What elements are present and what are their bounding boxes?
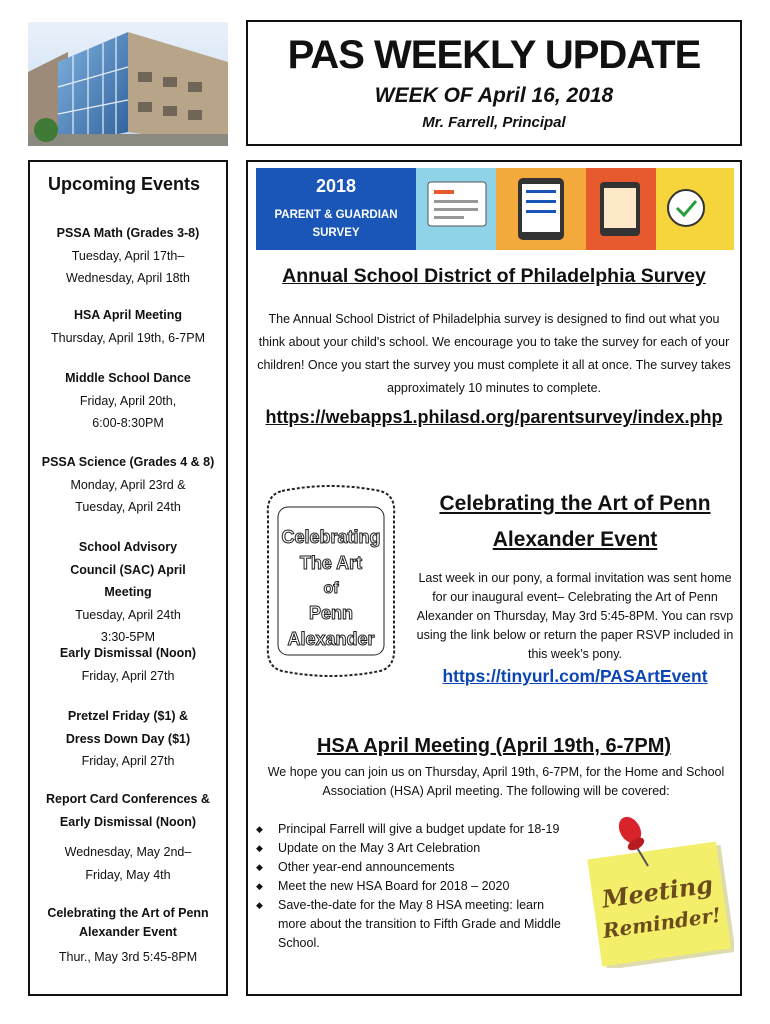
art-event-link[interactable]: https://tinyurl.com/PASArtEvent (442, 666, 708, 686)
survey-banner (256, 168, 734, 250)
badge-line: Penn (308, 603, 354, 623)
event-date: Thur., May 3rd 5:45-8PM (58, 950, 198, 964)
event-item (30, 642, 226, 687)
event-item (30, 304, 226, 349)
hsa-agenda (256, 820, 566, 953)
art-heading (410, 486, 740, 558)
event-date: Wednesday, April 18th (66, 271, 190, 285)
event-date: Friday, May 4th (85, 867, 171, 882)
event-name: Early Dismissal (Noon) (59, 646, 197, 660)
event-name: PSSA Science (Grades 4 & 8) (41, 455, 215, 469)
event-name: Pretzel Friday ($1) & Dress Down Day ($1) (65, 709, 191, 746)
survey-link-wrap (250, 407, 738, 428)
newsletter-title: PAS WEEKLY UPDATE (287, 33, 701, 77)
hsa-intro: We hope you can join us on Thursday, April 19th, 6-7PM, for the Home and School Association (HSA) April meeting. The following will be covered: (267, 765, 725, 798)
note-line2: Reminder! (601, 902, 723, 943)
event-item (30, 788, 226, 886)
event-name: PSSA Math (Grades 3-8) (56, 226, 200, 240)
week-of-date: WEEK OF April 16, 2018 (374, 84, 614, 107)
banner-line1: PARENT & GUARDIAN (274, 209, 398, 221)
survey-link[interactable]: https://webapps1.philasd.org/parentsurvey/index.php (265, 407, 723, 427)
list-item: ◆ Other year-end announcements (256, 858, 566, 877)
art-body: Last week in our pony, a formal invitation was sent home for our inaugural event– Celebrating the Art of Penn Alexander on Thursday, May 3rd 5:45-8PM. You can rsvp using the link below or return the paper RSVP included in this week’s pony. (416, 571, 734, 661)
newsletter-header (246, 20, 742, 146)
event-item (30, 536, 226, 649)
school-building-photo (28, 22, 228, 146)
badge-line: The Art (299, 553, 363, 573)
survey-body: The Annual School District of Philadelphia survey is designed to find out what you think about your child's school. We encourage you to take the survey for each of your children! Once you start the survey you must complete it all at once. The survey takes approximately 10 minutes to complete. (257, 312, 731, 395)
event-name: Celebrating the Art of Penn Alexander Event (47, 906, 209, 939)
list-item: ◆ Meet the new HSA Board for 2018 – 2020 (256, 877, 566, 896)
art-heading-line2: Alexander Event (492, 528, 658, 551)
note-line1: Meeting (600, 869, 715, 914)
event-item (30, 222, 226, 290)
event-date: Tuesday, April 24th (75, 607, 181, 622)
event-name: Middle School Dance (65, 371, 191, 385)
art-heading-line1: Celebrating the Art of Penn (439, 492, 711, 515)
event-date: Friday, April 20th, (79, 393, 177, 408)
upcoming-events-sidebar (28, 160, 228, 996)
sidebar-title: Upcoming Events (48, 174, 201, 194)
event-date: Friday, April 27th (81, 754, 175, 768)
event-date: 6:00-8:30PM (92, 416, 164, 430)
event-name: School Advisory Council (SAC) April Meeting (70, 540, 186, 599)
list-item: ◆ Save-the-date for the May 8 HSA meeting: learn more about the transition to Fifth Grade and Middle School. (256, 896, 566, 953)
event-date: Tuesday, April 17th– (71, 248, 185, 263)
banner-line2: SURVEY (312, 227, 360, 239)
event-date: Wednesday, May 2nd– (64, 845, 192, 859)
event-item (30, 705, 226, 773)
principal-name: Mr. Farrell, Principal (422, 114, 566, 131)
meeting-reminder-note (574, 808, 734, 968)
badge-line: Celebrating (281, 527, 381, 547)
event-date: Tuesday, April 24th (75, 500, 181, 514)
event-date: Friday, April 27th (81, 668, 175, 683)
event-date: Monday, April 23rd & (70, 477, 186, 492)
art-link-wrap (410, 666, 740, 687)
event-item (30, 367, 226, 435)
hsa-heading: HSA April Meeting (April 19th, 6-7PM) (316, 735, 672, 757)
event-date: Thursday, April 19th, 6-7PM (50, 330, 205, 345)
list-item: ◆ Update on the May 3 Art Celebration (256, 839, 566, 858)
event-date: 3:30-5PM (100, 630, 156, 644)
list-item: ◆ Principal Farrell will give a budget update for 18-19 (256, 820, 566, 839)
banner-year: 2018 (315, 176, 357, 196)
survey-heading: Annual School District of Philadelphia Survey (282, 265, 706, 287)
event-name: HSA April Meeting (73, 308, 183, 322)
badge-line: Alexander (287, 629, 375, 649)
badge-line: of (323, 580, 339, 597)
event-item (30, 904, 226, 967)
event-name: Report Card Conferences & Early Dismissal (Noon) (46, 792, 210, 829)
event-item (30, 451, 226, 519)
art-event-badge (262, 485, 400, 677)
